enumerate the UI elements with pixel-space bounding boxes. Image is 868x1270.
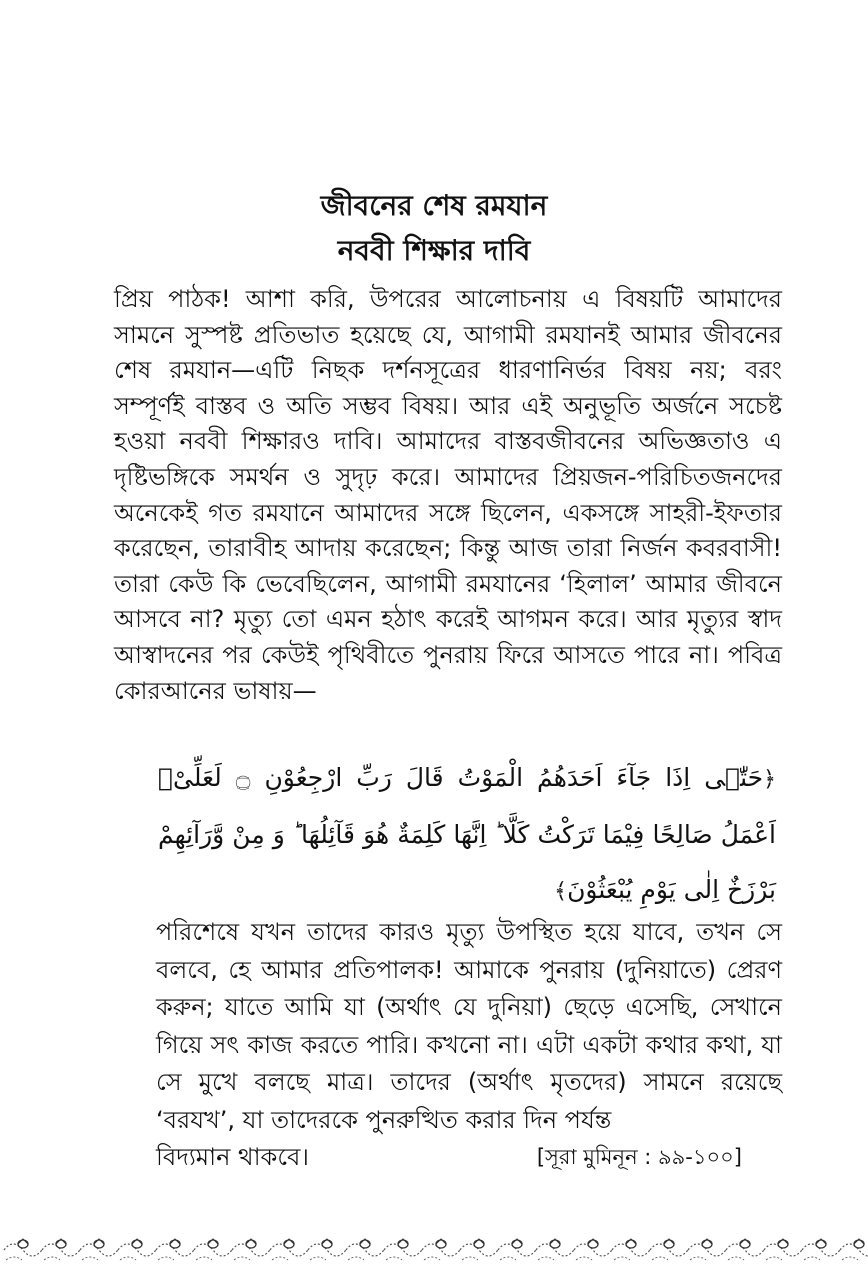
verse-reference: [সূরা মুমিনূন : ৯৯-১০০] [536, 1145, 742, 1169]
verse-translation: পরিশেষে যখন তাদের কারও মৃত্যু উপস্থিত হয়ে যাবে, তখন সে বলবে, হে আমার প্রতিপালক! আমাকে পুনরায় (দুনিয়াতে) প্রেরণ করুন; যাতে আমি যা (অর্থাৎ যে দুনিয়া) ছেড়ে এসেছি, সেখানে গিয়ে সৎ কাজ করতে পারি। কখনো না। এটা একটা কথার কথা, যা সে মুখে বলছে মাত্র। তাদের (অর্থাৎ মৃতদের) সামনে রয়েছে ‘বরযখ’, যা তাদেরকে পুনরুত্থিত করার দিন পর্যন্ত [156, 918, 782, 1134]
quran-verse [158, 750, 776, 919]
arabic-verse-text: حَتّٰۤى اِذَا جَآءَ اَحَدَهُمُ الْمَوْتُ قَالَ رَبِّ ارْجِعُوْنِ ۝ لَعَلِّیْۤ اَعْمَلُ صَالِحًا فِیْمَا تَرَكْتُ كَلَّا ؕ اِنَّهَا كَلِمَةٌ هُوَ قَآئِلُهَا ؕ وَ مِنْ وَّرَآئِهِمْ بَرْزَخٌ اِلٰی یَوْمِ یُبْعَثُوْنَ [158, 763, 776, 904]
chapter-title: জীবনের শেষ রমযান [320, 189, 548, 222]
section-subtitle: নববী শিক্ষার দাবি [337, 234, 531, 267]
verse-open-bracket: ﴿ [763, 767, 776, 792]
verse-close-bracket: ﴾ [554, 879, 568, 904]
translation-last-line [156, 1139, 742, 1176]
body-paragraph-1: প্রিয় পাঠক! আশা করি, উপরের আলোচনায় এ বিষয়টি আমাদের সামনে সুস্পষ্ট প্রতিভাত হয়েছে যে, আগামী রমযানই আমার জীবনের শেষ রমযান—এটি নিছক দর্শনসূত্রের ধারণানির্ভর বিষয় নয়; বরং সম্পূর্ণই বাস্তব ও অতি সম্ভব বিষয়। আর এই অনুভূতি অর্জনে সচেষ্ট হওয়া নববী শিক্ষারও দাবি। আমাদের বাস্তবজীবনের অভিজ্ঞতাও এ দৃষ্টিভঙ্গিকে সমর্থন ও সুদৃঢ় করে। আমাদের প্রিয়জন-পরিচিতজনদের অনেকেই গত রমযানে আমাদের সঙ্গে ছিলেন, একসঙ্গে সাহরী-ইফতার করেছেন, তারাবীহ আদায় করেছেন; কিন্তু আজ তারা নির্জন কবরবাসী! তারা কেউ কি ভেবেছিলেন, আগামী রমযানের ‘হিলাল’ আমার জীবনে আসবে না? মৃত্যু তো এমন হঠাৎ করেই আগমন করে। আর মৃত্যুর স্বাদ আস্বাদনের পর কেউই পৃথিবীতে পুনরায় ফিরে আসতে পারে না। পবিত্র কোরআনের ভাষায়— [114, 285, 782, 705]
translation-ending: বিদ্যমান থাকবে। [156, 1143, 309, 1171]
floral-border-ornament-icon [0, 1230, 868, 1266]
